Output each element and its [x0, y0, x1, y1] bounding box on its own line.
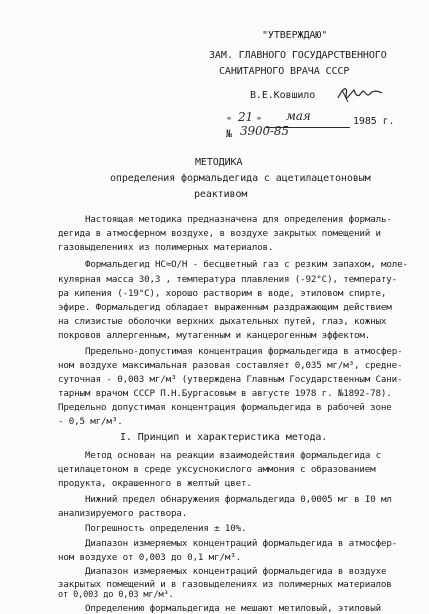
approval-date-year: 1985 г.: [353, 116, 395, 127]
approval-date-month: мая: [286, 109, 311, 123]
body-line: тарным врачом СССР П.Н.Бургасовым в августе 1978 г. №1892-78).: [58, 388, 392, 399]
approval-date-close-quote: ": [256, 116, 262, 127]
approval-number: 3900-85: [240, 124, 289, 138]
body-line: Формальдегид HC≈O/H - бесцветный газ с резким запахом, моле-: [85, 259, 408, 270]
body-line: Диапазон измеряемых концентраций формальдегида в атмосфер-: [85, 538, 398, 549]
body-line: покровов аллергенным, мутагенным и канцерогенным эффектом.: [58, 330, 371, 341]
body-line: Определению формальдегида не мешают метиловый, этиловый: [85, 603, 381, 614]
body-line: Предельно допустимая концентрация формальдегида в рабочей зоне: [58, 402, 392, 413]
body-line: закрытых помещений и в газовыделениях из полимерных материалов: [58, 579, 392, 590]
approval-number-prefix: №: [226, 129, 232, 140]
body-line: ра кипения (-19°С), хорошо растворим в воде, этиловом спирте,: [58, 288, 387, 299]
approval-position-line1: ЗАМ. ГЛАВНОГО ГОСУДАРСТВЕННОГО: [209, 50, 387, 61]
body-line: ном воздухе от 0,003 до 0,1 мг/м³.: [58, 552, 241, 563]
body-line: кулярная масса 30,3 , температура плавления (-92°С), температу-: [58, 274, 398, 285]
body-line: Погрешность определения ± 10%.: [85, 523, 247, 534]
document-subtitle-line1: определения формальдегида с ацетилацетоновым: [110, 173, 371, 184]
approval-date-open-quote: ": [226, 116, 232, 127]
body-line: дегида в атмосферном воздухе, в воздухе закрытых помещений и: [58, 228, 381, 239]
body-line: ном воздухе максимальная разовая составляет 0,035 мг/м³, средне-: [58, 360, 403, 371]
body-line: Предельно-допустимая концентрация формальдегида в атмосфер-: [85, 346, 403, 357]
body-line: суточная - 0,003 мг/м³ (утверждена Главным Государственным Сани-: [58, 374, 403, 385]
body-line: продукта, окрашенного в желтый цвет.: [58, 478, 252, 489]
section-heading: I. Принцип и характеристика метода.: [120, 432, 328, 443]
body-line: Диапазон измеряемых концентраций формальдегида в воздухе: [85, 566, 387, 577]
body-line: эфире. Формальдегид обладает выраженным раздражающим действием: [58, 302, 392, 313]
body-line: газовыделениях из полимерных материалов.: [58, 242, 274, 253]
body-line: - 0,5 мг/м³.: [58, 416, 123, 427]
approval-position-line2: САНИТАРНОГО ВРАЧА СССР: [219, 66, 350, 77]
body-line: Метод основан на реакции взаимодействия формальдегида с: [85, 450, 381, 461]
approval-title: "УТВЕРЖДАЮ": [262, 30, 328, 41]
signature-icon: [336, 84, 384, 106]
document-title: МЕТОДИКА: [195, 157, 243, 168]
body-line: цетилацетоном в среде уксуснокислого аммония с образованием: [58, 464, 376, 475]
body-line: на слизистые оболочки верхних дыхательных путей, глаз, кожных: [58, 316, 387, 327]
body-line: анализируемого раствора.: [58, 508, 188, 519]
body-line: Нижний предел обнаружения формальдегида 0,0005 мг в I0 мл: [85, 494, 392, 505]
body-line: от 0,003 до 0,03 мг/м³.: [58, 590, 174, 600]
approval-signatory-name: В.Е.Ковшило: [250, 90, 316, 101]
document-subtitle-line2: реактивом: [194, 189, 248, 200]
approval-date-day: 21: [238, 110, 253, 124]
body-line: Настоящая методика предназначена для определения формаль-: [85, 214, 392, 225]
